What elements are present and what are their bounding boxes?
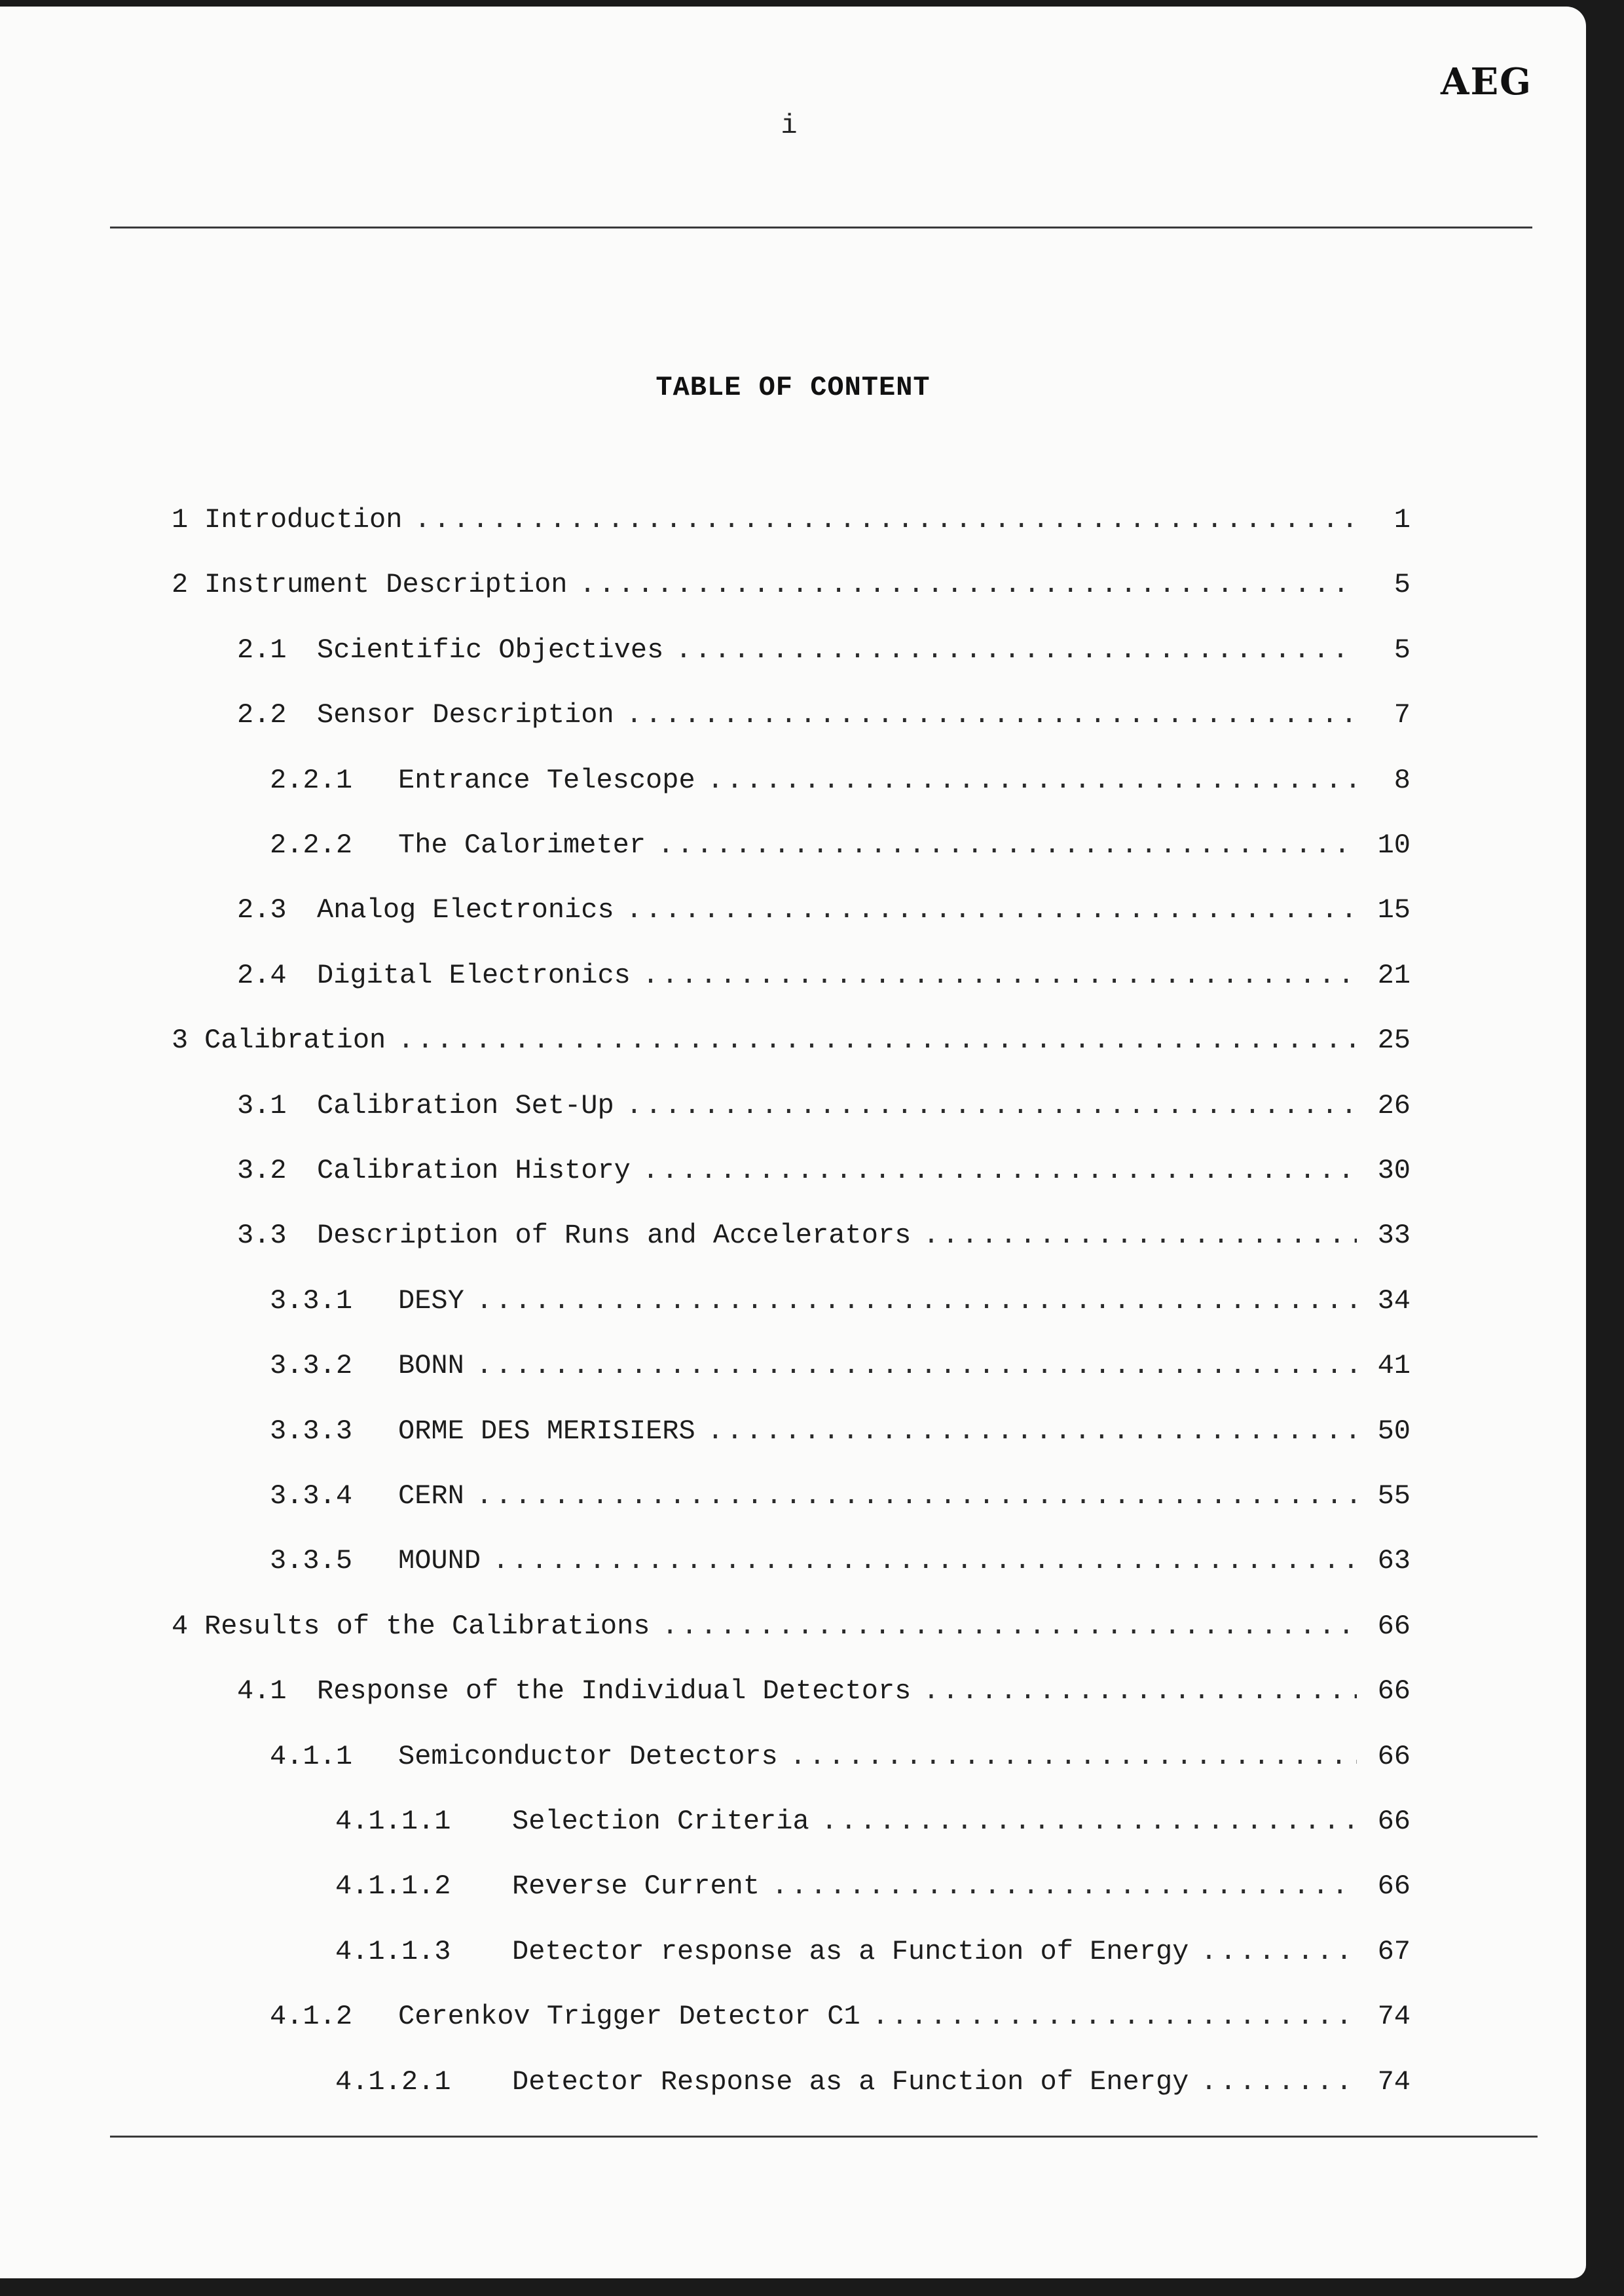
toc-entry-page: 63 xyxy=(1377,1545,1411,1576)
toc-entry-label: Calibration xyxy=(204,1025,386,1056)
toc-entry-number: 3.3.2 xyxy=(270,1350,353,1381)
toc-entry-leader xyxy=(707,1415,1357,1447)
toc-entry-number: 2.4 xyxy=(237,960,287,991)
toc-entry-number: 4.1.1.2 xyxy=(335,1870,451,1902)
toc-entry xyxy=(0,829,1586,869)
toc-entry-number: 3 xyxy=(172,1025,189,1056)
toc-entry-number: 3.3.1 xyxy=(270,1285,353,1317)
toc-entry-leader xyxy=(476,1480,1357,1512)
toc-entry-number: 2.2 xyxy=(237,699,287,731)
toc-entry-leader xyxy=(923,1220,1357,1251)
toc-entry xyxy=(0,699,1586,738)
toc-entry xyxy=(0,894,1586,934)
toc-entry-label: Reverse Current xyxy=(512,1870,760,1902)
toc-entry-leader xyxy=(476,1285,1357,1317)
toc-entry xyxy=(0,1675,1586,1715)
toc-entry xyxy=(0,1936,1586,1975)
toc-entry-page: 15 xyxy=(1377,894,1411,926)
aeg-logo: AEG xyxy=(1441,60,1532,103)
toc-entry-number: 3.3.5 xyxy=(270,1545,353,1576)
toc-entry-label: Calibration History xyxy=(317,1155,631,1186)
toc-entry-number: 3.3.3 xyxy=(270,1415,353,1447)
table-of-contents xyxy=(0,7,1586,2278)
toc-entry xyxy=(0,1611,1586,1650)
toc-entry-label: Description of Runs and Accelerators xyxy=(317,1220,912,1251)
toc-entry xyxy=(0,1806,1586,1845)
toc-entry-number: 4.1.2.1 xyxy=(335,2066,451,2098)
toc-entry-page: 66 xyxy=(1377,1870,1411,1902)
toc-entry-number: 2.3 xyxy=(237,894,287,926)
toc-entry-leader xyxy=(675,634,1357,666)
toc-entry-number: 2.2.1 xyxy=(270,765,353,796)
toc-entry-leader xyxy=(872,2001,1357,2032)
toc-entry-page: 74 xyxy=(1377,2001,1411,2032)
toc-entry-page: 74 xyxy=(1377,2066,1411,2098)
toc-entry-leader xyxy=(657,829,1357,861)
toc-entry-page: 5 xyxy=(1393,634,1411,666)
toc-entry xyxy=(0,634,1586,674)
toc-entry-page: 66 xyxy=(1377,1806,1411,1837)
toc-entry-page: 25 xyxy=(1377,1025,1411,1056)
toc-entry-leader xyxy=(626,894,1357,926)
toc-entry-leader xyxy=(626,699,1357,731)
toc-entry-leader xyxy=(642,960,1357,991)
toc-entry-label: ORME DES MERISIERS xyxy=(398,1415,695,1447)
toc-entry-page: 41 xyxy=(1377,1350,1411,1381)
toc-entry-page: 26 xyxy=(1377,1090,1411,1121)
toc-entry-leader xyxy=(414,504,1357,536)
toc-entry-label: Response of the Individual Detectors xyxy=(317,1675,912,1707)
toc-entry-label: BONN xyxy=(398,1350,464,1381)
toc-entry-leader xyxy=(790,1741,1357,1772)
toc-entry xyxy=(0,1350,1586,1389)
toc-entry-leader xyxy=(1200,2066,1357,2098)
toc-entry xyxy=(0,1025,1586,1064)
toc-entry-leader xyxy=(771,1870,1357,1902)
toc-entry xyxy=(0,960,1586,999)
toc-entry-number: 3.3 xyxy=(237,1220,287,1251)
toc-entry-label: Semiconductor Detectors xyxy=(398,1741,778,1772)
toc-entry xyxy=(0,1415,1586,1455)
toc-entry xyxy=(0,1545,1586,1584)
toc-entry xyxy=(0,1155,1586,1194)
toc-title: TABLE OF CONTENT xyxy=(655,372,931,403)
toc-entry-label: Digital Electronics xyxy=(317,960,631,991)
toc-entry-number: 1 xyxy=(172,504,189,536)
toc-entry xyxy=(0,1090,1586,1129)
toc-entry-label: Entrance Telescope xyxy=(398,765,695,796)
toc-entry-page: 5 xyxy=(1393,569,1411,600)
toc-entry-number: 2.2.2 xyxy=(270,829,353,861)
toc-entry xyxy=(0,569,1586,608)
toc-entry-page: 67 xyxy=(1377,1936,1411,1967)
toc-entry-page: 66 xyxy=(1377,1611,1411,1642)
toc-entry-leader xyxy=(580,569,1357,600)
document-page xyxy=(0,7,1586,2278)
toc-entry xyxy=(0,2001,1586,2040)
toc-entry-leader xyxy=(492,1545,1357,1576)
toc-entry-label: DESY xyxy=(398,1285,464,1317)
toc-entry-page: 8 xyxy=(1393,765,1411,796)
toc-entry-label: Results of the Calibrations xyxy=(204,1611,650,1642)
toc-entry-leader xyxy=(923,1675,1357,1707)
toc-entry-page: 10 xyxy=(1377,829,1411,861)
toc-entry-label: Instrument Description xyxy=(204,569,568,600)
toc-entry xyxy=(0,1480,1586,1520)
toc-entry-label: Selection Criteria xyxy=(512,1806,809,1837)
page-number: i xyxy=(781,110,798,141)
toc-entry-number: 4.1.1 xyxy=(270,1741,353,1772)
toc-entry-leader xyxy=(821,1806,1357,1837)
toc-entry-leader xyxy=(476,1350,1357,1381)
toc-entry-page: 66 xyxy=(1377,1675,1411,1707)
toc-entry-label: The Calorimeter xyxy=(398,829,646,861)
toc-entry-leader xyxy=(397,1025,1357,1056)
toc-entry-number: 3.1 xyxy=(237,1090,287,1121)
toc-entry xyxy=(0,1220,1586,1259)
toc-entry-page: 21 xyxy=(1377,960,1411,991)
toc-entry-leader xyxy=(626,1090,1357,1121)
toc-entry-page: 55 xyxy=(1377,1480,1411,1512)
toc-entry-number: 3.3.4 xyxy=(270,1480,353,1512)
toc-entry-label: Detector response as a Function of Energy xyxy=(512,1936,1189,1967)
toc-entry-leader xyxy=(642,1155,1357,1186)
toc-entry xyxy=(0,765,1586,804)
toc-entry-label: Calibration Set-Up xyxy=(317,1090,614,1121)
toc-entry-page: 1 xyxy=(1393,504,1411,536)
toc-entry-number: 4 xyxy=(172,1611,189,1642)
toc-entry-leader xyxy=(662,1611,1357,1642)
toc-entry xyxy=(0,2066,1586,2105)
toc-entry-leader xyxy=(707,765,1357,796)
toc-entry-page: 30 xyxy=(1377,1155,1411,1186)
toc-entry-number: 4.1.2 xyxy=(270,2001,353,2032)
toc-entry-page: 33 xyxy=(1377,1220,1411,1251)
toc-entry-label: Introduction xyxy=(204,504,403,536)
toc-entry xyxy=(0,1741,1586,1780)
toc-entry-number: 2 xyxy=(172,569,189,600)
toc-entry-leader xyxy=(1200,1936,1357,1967)
toc-entry-page: 50 xyxy=(1377,1415,1411,1447)
toc-entry-number: 3.2 xyxy=(237,1155,287,1186)
toc-entry-label: Analog Electronics xyxy=(317,894,614,926)
toc-entry-number: 4.1.1.1 xyxy=(335,1806,451,1837)
toc-entry-label: MOUND xyxy=(398,1545,481,1576)
toc-entry xyxy=(0,504,1586,543)
footer-rule xyxy=(110,2136,1538,2138)
toc-entry-number: 4.1 xyxy=(237,1675,287,1707)
toc-entry-page: 66 xyxy=(1377,1741,1411,1772)
toc-entry-label: Scientific Objectives xyxy=(317,634,664,666)
toc-entry-page: 34 xyxy=(1377,1285,1411,1317)
toc-entry-label: Sensor Description xyxy=(317,699,614,731)
toc-entry-number: 2.1 xyxy=(237,634,287,666)
toc-entry-label: CERN xyxy=(398,1480,464,1512)
toc-entry-label: Cerenkov Trigger Detector C1 xyxy=(398,2001,860,2032)
toc-entry xyxy=(0,1870,1586,1910)
toc-entry-number: 4.1.1.3 xyxy=(335,1936,451,1967)
toc-entry-page: 7 xyxy=(1393,699,1411,731)
toc-entry xyxy=(0,1285,1586,1324)
toc-entry-label: Detector Response as a Function of Energy xyxy=(512,2066,1189,2098)
